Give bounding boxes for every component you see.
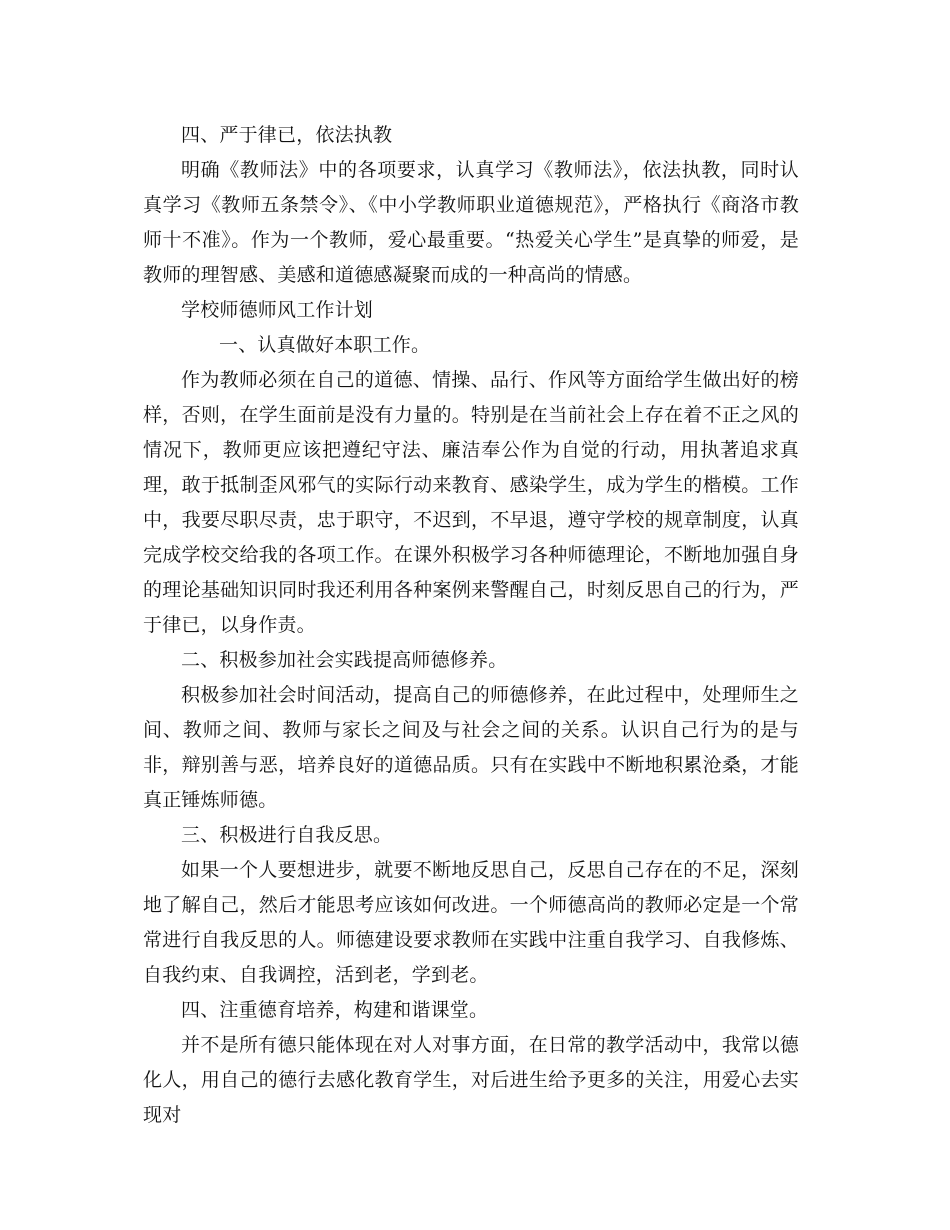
paragraph-self-reflection: 如果一个人要想进步，就要不断地反思自己，反思自己存在的不足，深刻地了解自己，然后才能思考应该如何改进。一个师德高尚的教师必定是一个常常进行自我反思的人。师德建设要求教师在实践中注重自我学习、自我修炼、自我约束、自我调控，活到老，学到老。 <box>143 859 799 986</box>
document-body <box>143 118 799 1133</box>
paragraph-moral-education: 并不是所有德只能体现在对人对事方面，在日常的教学活动中，我常以德化人，用自己的德行去感化教育学生，对后进生给予更多的关注，用爱心去实现对 <box>143 1034 799 1126</box>
plan-title: 学校师德师风工作计划 <box>181 299 374 321</box>
section-heading-self-discipline: 四、严于律已，依法执教 <box>181 124 393 146</box>
section-heading-self-reflection: 三、积极进行自我反思。 <box>181 824 393 846</box>
paragraph-teacher-law: 明确《教师法》中的各项要求，认真学习《教师法》，依法执教，同时认真学习《教师五条禁令》、《中小学教师职业道德规范》，严格执行《商洛市教师十不准》。作为一个教师，爱心最重要。“热爱关心学生”是真挚的师爱，是教师的理智感、美感和道德感凝聚而成的一种高尚的情感。 <box>143 159 799 286</box>
section-heading-do-job-well: 一、认真做好本职工作。 <box>219 334 431 356</box>
section-heading-moral-education: 四、注重德育培养，构建和谐课堂。 <box>181 999 489 1021</box>
paragraph-role-model: 作为教师必须在自己的道德、情操、品行、作风等方面给学生做出好的榜样，否则，在学生面前是没有力量的。特别是在当前社会上存在着不正之风的情况下，教师更应该把遵纪守法、廉洁奉公作为自觉的行动，用执著追求真理，敢于抵制歪风邪气的实际行动来教育、感染学生，成为学生的楷模。工作中，我要尽职尽责，忠于职守，不迟到，不早退，遵守学校的规章制度，认真完成学校交给我的各项工作。在课外积极学习各种师德理论，不断地加强自身的理论基础知识同时我还利用各种案例来警醒自己，时刻反思自己的行为，严于律已，以身作责。 <box>143 369 799 636</box>
paragraph-social-practice: 积极参加社会时间活动，提高自己的师德修养，在此过程中，处理师生之间、教师之间、教师与家长之间及与社会之间的关系。认识自己行为的是与非，辩别善与恶，培养良好的道德品质。只有在实践中不断地积累沧桑，才能真正锤炼师德。 <box>143 684 799 811</box>
section-heading-social-practice: 二、积极参加社会实践提高师德修养。 <box>181 649 508 671</box>
